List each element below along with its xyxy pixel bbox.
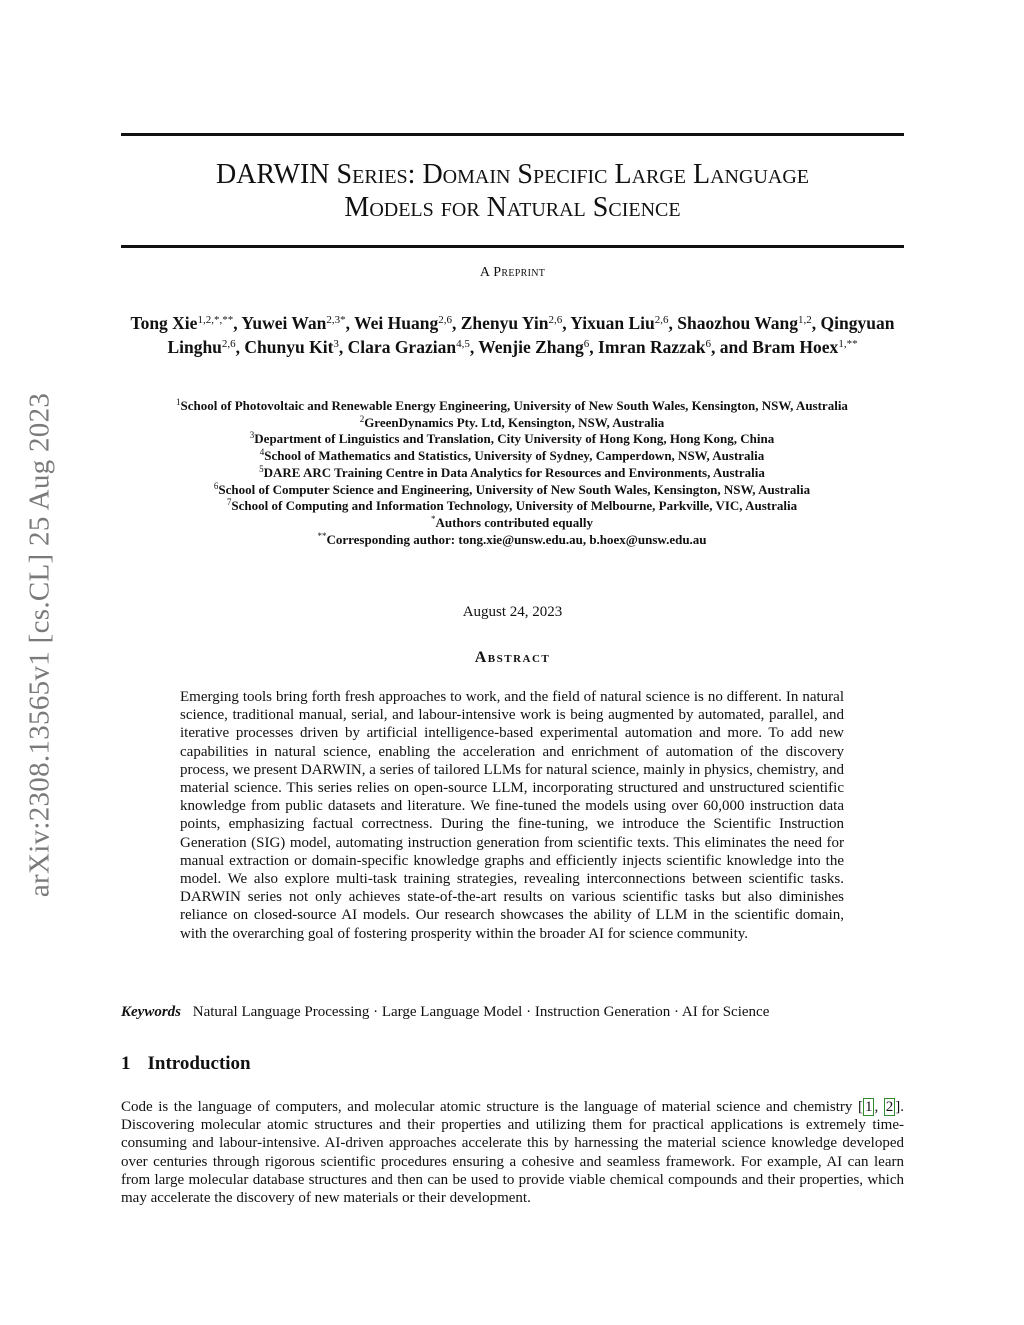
title-bottom-rule — [121, 245, 904, 248]
author-affiliation-marker: 2,3* — [326, 314, 346, 326]
affiliation-line — [112, 431, 912, 448]
affiliation-line — [112, 532, 912, 549]
affiliation-marker: * — [431, 513, 436, 524]
author-affiliation-marker: 3 — [333, 338, 339, 350]
author-list — [115, 311, 910, 359]
author-name: Wei Huang — [354, 313, 439, 333]
section-title: Introduction — [147, 1053, 251, 1074]
author-separator: , — [811, 313, 821, 333]
paper-title — [121, 158, 904, 224]
affiliation-text: Authors contributed equally — [435, 514, 593, 530]
affiliation-marker: ** — [317, 530, 327, 541]
author-name: Chunyu Kit — [244, 337, 334, 357]
introduction-paragraph: Code is the language of computers, and molecular atomic structure is the language of material science and chemistry [ 1 , 2 ]. Discovering molecular atomic structures and their properties and utilizing them for practical applications is extremely time-consuming and labour-intensive. AI-driven approaches accelerate this by harnessing the material science knowledge developed over centuries through rigorous scientific procedures ensuring a cohesive and seamless framework. For example, AI can learn from large molecular database structures and then can be used to provide viable chemical compounds and their properties, which may accelerate the discovery of new materials or their development. — [121, 1099, 904, 1207]
author-name: Yixuan Liu — [570, 313, 655, 333]
author-separator: , — [233, 313, 242, 333]
author-separator: , — [710, 337, 720, 357]
abstract-heading — [121, 649, 904, 667]
author-name: Qingyuan Linghu — [167, 313, 895, 357]
author-separator: , — [668, 313, 678, 333]
affiliation-marker: 1 — [176, 397, 181, 407]
author-affiliation-marker: 1,2,*,** — [197, 314, 234, 326]
author-affiliation-marker: 6 — [705, 338, 711, 350]
affiliation-marker: 7 — [226, 497, 232, 508]
author-name: Zhenyu Yin — [460, 313, 549, 333]
author-name: Yuwei Wan — [241, 313, 327, 333]
arxiv-id-text: arXiv:2308.13565v1 [cs.CL] 25 Aug 2023 — [23, 392, 56, 898]
keywords-line — [121, 1004, 904, 1021]
affiliation-text: School of Computer Science and Engineering, University of New South Wales, Kensington, NSW, Australia — [218, 481, 811, 497]
author-affiliation-marker: 2,6 — [548, 314, 563, 326]
citation-separator: , — [874, 1099, 884, 1115]
keywords-label: Keywords — [121, 1004, 181, 1020]
paper-title-line-1: DARWIN Series: Domain Specific Large Language — [215, 159, 809, 190]
title-top-rule — [121, 133, 904, 136]
paper-title-line-2: Models for Natural Science — [344, 192, 681, 223]
section-heading-introduction — [121, 1053, 251, 1075]
author-separator: , — [451, 313, 461, 333]
affiliation-marker: 5 — [259, 463, 264, 474]
affiliation-line — [112, 498, 912, 515]
section-number: 1 — [121, 1053, 131, 1074]
author-affiliation-marker: 2,6 — [221, 338, 236, 350]
citation-link[interactable]: 2 — [885, 1099, 894, 1115]
author-affiliation-marker: 4,5 — [456, 338, 470, 350]
affiliation-marker: 3 — [249, 430, 255, 441]
abstract-heading-text: Abstract — [474, 649, 551, 666]
affiliation-marker: 4 — [259, 447, 265, 458]
author-name: and Bram Hoex — [719, 337, 839, 357]
affiliation-line — [112, 465, 912, 482]
abstract-body: Emerging tools bring forth fresh approaches to work, and the field of natural science is no different. In natural science, traditional manual, serial, and labour-intensive work is being augmented by automated, parallel, and iterative processes driven by artificial intelligence-based experimental automation and more. To add new capabilities in natural science, enabling the acceleration and enrichment of automation of the discovery process, we present DARWIN, a series of tailored LLMs for natural science, mainly in physics, chemistry, and material science. This series relies on open-source LLM, incorporating structured and unstructured scientific knowledge from public datasets and literature. We fine-tuned the models using over 60,000 instruction data points, emphasizing factual correctness. During the fine-tuning, we introduce the Scientific Instruction Generation (SIG) model, automating instruction generation from scientific texts. This eliminates the need for manual extraction or domain-specific knowledge graphs and efficiently injects scientific knowledge into the model. We also explore multi-task training strategies, revealing interconnections between scientific tasks. DARWIN series not only achieves state-of-the-art results on various scientific tasks but also diminishes reliance on closed-source AI models. Our research showcases the ability of LLM in the scientific domain, with the overarching goal of fostering prosperity within the broader AI for science community. — [180, 689, 844, 942]
author-separator: , — [345, 313, 355, 333]
affiliation-line — [112, 415, 912, 432]
preprint-label — [121, 265, 904, 281]
affiliation-text: Corresponding author: tong.xie@unsw.edu.au, b.hoex@unsw.edu.au — [326, 531, 707, 547]
affiliation-text: GreenDynamics Pty. Ltd, Kensington, NSW, Australia — [364, 414, 665, 430]
author-affiliation-marker: 1,** — [838, 338, 858, 350]
author-name: Tong Xie — [130, 313, 198, 333]
author-separator: , — [562, 313, 571, 333]
intro-text-part-2: . Discovering molecular atomic structures and their properties and utilizing them for practical applications is extremely time-consuming and labour-intensive. AI-driven approaches accelerate this by harnessing the material science knowledge developed over centuries through rigorous scientific procedures ensuring a cohesive and seamless framework. For example, AI can learn from large molecular database structures and then can be used to provide viable chemical compounds and their properties, which may accelerate the discovery of new materials or their development. — [121, 1099, 904, 1207]
author-separator: , — [338, 337, 348, 357]
intro-text-part-1: Code is the language of computers, and molecular atomic structure is the language of material science and chemistry — [121, 1099, 858, 1115]
affiliation-text: DARE ARC Training Centre in Data Analytics for Resources and Environments, Australia — [263, 464, 765, 480]
publication-date: August 24, 2023 — [462, 604, 563, 620]
author-name: Clara Grazian — [347, 337, 457, 357]
affiliation-text: School of Photovoltaic and Renewable Energy Engineering, University of New South Wales, Kensington, NSW, Australia — [180, 398, 848, 413]
affiliation-line — [112, 398, 912, 415]
affiliation-marker: 2 — [359, 413, 365, 424]
author-separator: , — [235, 337, 245, 357]
affiliation-marker: 6 — [213, 480, 219, 491]
author-affiliation-marker: 2,6 — [654, 314, 669, 326]
affiliation-text: School of Mathematics and Statistics, University of Sydney, Camperdown, NSW, Australia — [264, 448, 765, 464]
keywords-text: Natural Language Processing · Large Language Model · Instruction Generation · AI for Science — [192, 1004, 770, 1020]
author-separator: , — [469, 337, 479, 357]
affiliation-text: School of Computing and Information Technology, University of Melbourne, Parkville, VIC, Australia — [231, 498, 798, 514]
affiliation-line — [112, 515, 912, 532]
author-affiliation-marker: 1,2 — [798, 314, 812, 326]
affiliation-list — [112, 398, 912, 548]
affiliation-line — [112, 482, 912, 499]
affiliation-text: Department of Linguistics and Translation, City University of Hong Kong, Hong Kong, China — [254, 431, 775, 447]
author-affiliation-marker: 2,6 — [438, 314, 452, 326]
citation-link[interactable]: 1 — [864, 1099, 873, 1115]
preprint-label-text: A Preprint — [479, 265, 546, 280]
author-name: Imran Razzak — [598, 337, 706, 357]
author-separator: , — [589, 337, 599, 357]
author-name: Shaozhou Wang — [677, 313, 799, 333]
affiliation-line — [112, 448, 912, 465]
author-name: Wenjie Zhang — [478, 337, 584, 357]
author-affiliation-marker: 6 — [583, 338, 590, 350]
